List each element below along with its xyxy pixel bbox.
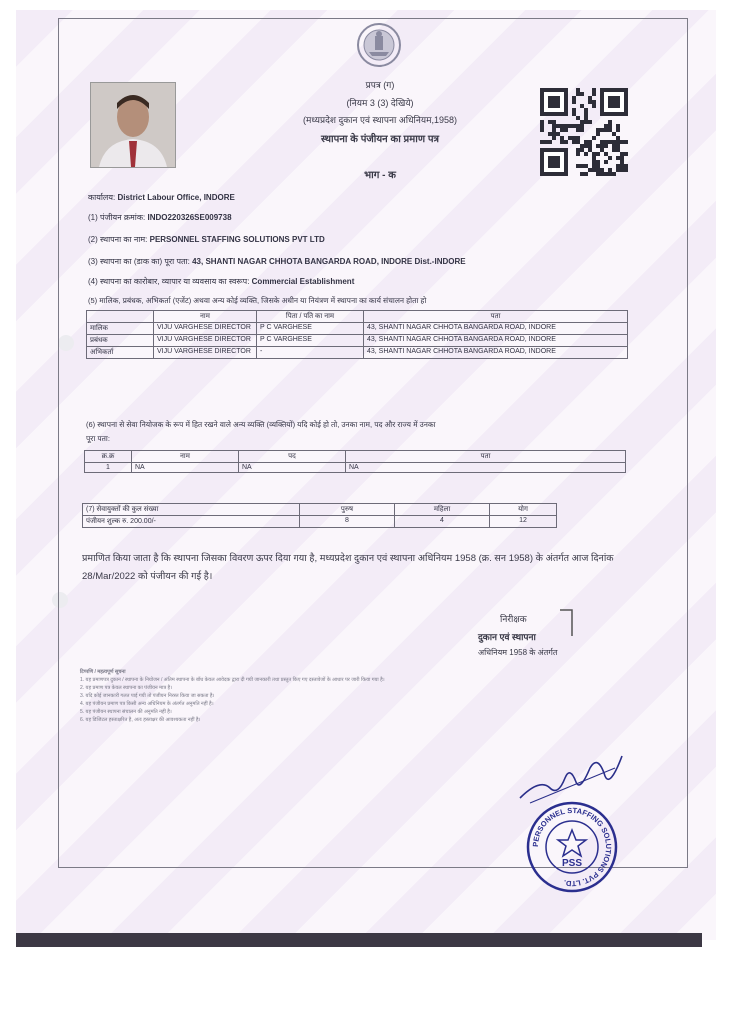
notes-heading: टिप्पणि / महत्वपूर्ण सूचना [80, 669, 126, 675]
owner-header-father: पिता / पति का नाम [257, 311, 364, 323]
svg-text:PERSONNEL STAFFING SOLUTIONS P: PERSONNEL STAFFING SOLUTIONS PVT. LTD. [530, 805, 614, 889]
total-count: 12 [490, 516, 557, 528]
section6-label: (6) स्थापना से सेवा नियोजक के रूप में हित रखने वाले अन्य व्यक्ति (व्यक्तियों) यदि कोई हो तो, उनका नाम, पद और राज्य में उनका [86, 420, 436, 429]
business-type: Commercial Establishment [251, 277, 355, 286]
notes-block [80, 668, 630, 724]
employee-count-table: (7) सेवायुक्तों की कुल संख्या पुरुष महिला योग पंजीयन शुल्क रु. 200.00/- 8 4 12 [82, 503, 557, 528]
business-type-row: (4) स्थापना का कारोबार, व्यापार या व्यवसाय का स्वरूप: Commercial Establishment [88, 277, 355, 286]
rule-reference: (नियम 3 (3) देखिये) [346, 98, 414, 108]
owner-table [86, 310, 628, 359]
certificate-title: स्थापना के पंजीयन का प्रमाण पत्र [320, 134, 440, 145]
inspector-line2: दुकान एवं स्थापना [478, 632, 536, 642]
establishment-name-row: (2) स्थापना का नाम: PERSONNEL STAFFING SOLUTIONS PVT LTD [88, 235, 325, 244]
bracket-mark-icon [556, 608, 576, 638]
applicant-photo [90, 82, 176, 168]
interested-persons-table: क्र.क्र नाम पद पता 1 NA NA NA [84, 450, 626, 473]
registration-row: (1) पंजीयन क्रमांक: INDO220326SE009738 [88, 213, 232, 222]
female-count: 4 [395, 516, 490, 528]
table-row: मालिक VIJU VARGHESE DIRECTOR P C VARGHESE 43, SHANTI NAGAR CHHOTA BANGARDA ROAD, INDORE [87, 323, 628, 335]
list-item: 5. यह पंजीयन स्थापना संचालन की अनुमति नहीं है। [80, 709, 172, 715]
owner-header-name: नाम [154, 311, 257, 323]
list-item: 1. यह प्रमाणपत्र दुकान / स्थापना के नियोजन / अंतिम स्थापना के बाँध केवल आवेदक द्वारा दी गयी जानकारी तथा प्रस्तुत किए गए दस्तावेजों के आधार पर जारी किया गया है। [80, 677, 385, 683]
inspector-line3: अधिनियम 1958 के अंतर्गत [478, 648, 558, 657]
svg-text:PSS: PSS [561, 858, 583, 869]
act-reference: (मध्यप्रदेश दुकान एवं स्थापना अधिनियम,1958) [302, 115, 458, 125]
office-row: कार्यालय: District Labour Office, INDORE [88, 193, 235, 202]
company-seal-icon [525, 800, 619, 894]
establishment-address-row: (3) स्थापना का (डाक का) पूरा पता: 43, SHANTI NAGAR CHHOTA BANGARDA ROAD, INDORE Dist.-INDORE [88, 257, 466, 266]
state-emblem-icon [356, 22, 402, 68]
certification-statement: प्रमाणित किया जाता है कि स्थापना जिसका विवरण ऊपर दिया गया है, मध्यप्रदेश दुकान एवं स्थापना अधिनियम 1958 (क्र. सन 1958) के अंतर्गत आज दिनांक 28/Mar/2022 को पंजीयन की गई है। [82, 553, 614, 582]
registration-number: INDO220326SE009738 [147, 213, 232, 222]
list-item: 3. यदि कोई जानकारी गलत पाई गयी तो पंजीयन निरस्त किया जा सकता है। [80, 693, 215, 699]
signature-icon [510, 748, 630, 808]
section7-label: (7) सेवायुक्तों की कुल संख्या [83, 504, 300, 516]
registration-fee: पंजीयन शुल्क रु. 200.00/- [83, 516, 300, 528]
male-count: 8 [300, 516, 395, 528]
table-row: 1 NA NA NA [85, 463, 626, 473]
list-item: 4. यह पंजीयन प्रमाण पत्र किसी अन्य अधिनियम के अंतर्गत अनुमति नहीं है। [80, 701, 214, 707]
list-item: 2. यह प्रमाण पत्र केवल स्थापना का पंजीयन मात्र है। [80, 685, 173, 691]
scan-edge-strip [16, 933, 702, 947]
qr-code-icon [540, 88, 628, 176]
form-number: प्रपत्र (ग) [365, 80, 395, 90]
establishment-name: PERSONNEL STAFFING SOLUTIONS PVT LTD [149, 235, 325, 244]
part-label: भाग - क [364, 170, 396, 181]
table-row: प्रबंधक VIJU VARGHESE DIRECTOR P C VARGHESE 43, SHANTI NAGAR CHHOTA BANGARDA ROAD, INDORE [87, 335, 628, 347]
owner-label: (5) मालिक, प्रबंधक, अभिकर्ता (एजेंट) अथवा अन्य कोई व्यक्ति, जिसके अधीन या नियंत्रण में स्थापना का कार्य संचालन होता हो [88, 296, 427, 305]
owner-header-address: पता [364, 311, 628, 323]
list-item: 6. यह डिजिटल हस्ताक्षरित है, अतः हस्ताक्षर की आवश्यकता नहीं है। [80, 717, 201, 723]
office-value: District Labour Office, INDORE [117, 193, 235, 202]
inspector-title: निरीक्षक [500, 614, 527, 624]
section6-label-cont: पूरा पता: [86, 434, 110, 443]
table-row: अभिकर्ता VIJU VARGHESE DIRECTOR - 43, SHANTI NAGAR CHHOTA BANGARDA ROAD, INDORE [87, 347, 628, 359]
table-row [83, 516, 557, 528]
establishment-address: 43, SHANTI NAGAR CHHOTA BANGARDA ROAD, INDORE Dist.-INDORE [192, 257, 466, 266]
